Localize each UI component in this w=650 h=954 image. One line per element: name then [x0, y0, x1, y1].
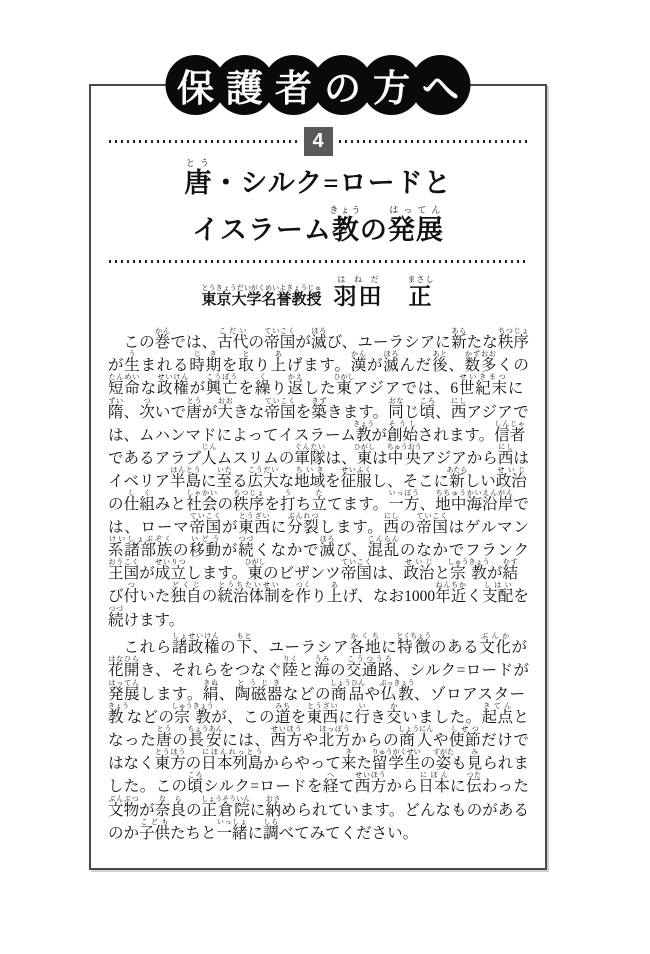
dotted-line-right — [339, 140, 528, 143]
chapter-heading — [101, 158, 535, 252]
dotted-line-left — [109, 140, 298, 143]
chapter-heading-line-1: 唐とう・シルク=ロードと — [184, 158, 452, 198]
chapter-heading-line-2: イスラーム教きょうの発展はってん — [192, 205, 444, 245]
top-dotted-divider — [109, 127, 527, 156]
banner-circle-char: 者 — [264, 55, 324, 115]
banner-circle-char: 方 — [362, 55, 422, 115]
author-affiliation: 東京大学名誉教授とうきょうだいがくめいよきょうじゅ — [201, 285, 322, 308]
author-name: 羽田はねだ 正まさし — [333, 275, 435, 309]
body-text — [108, 327, 529, 845]
page-title — [166, 55, 471, 115]
parents-guide-panel — [89, 68, 547, 870]
paragraph-2: これら諸政権しょせいけんの下もと、ユーラシア各地かくちに特徴とくちょうのある文化ぶんかが花開はなひらき、それらをつなぐ陸りくと海うみの交通路こうつうろ、シルク=ロードが発展はってんします。絹きぬ、陶磁器とうじきなどの商品しょうひんや仏教ぶっきょう、ゾロアスター教きょうなどの宗教しゅうきょうが、この道みちを東西とうざいに行いき交かいました。起点きてんとなった唐とうの長安ちょうあんには、西方せいほうや北方ほっぽうからの商人しょうにんや使節しせつだけではなく東方とうほうの日本列島にほんれっとうからやって来きた留学生りゅうがくせいの姿すがたも見みられました。この頃ころシルク=ロードを経へて西方せいほうから日本にほんに伝つたわった文物ぶんぶつが奈良ならの正倉院しょうそういんに納おさめられています。どんなものがあるのか子供こどもたちと一緒いっしょに調しらべてみてください。 — [108, 632, 529, 842]
banner-circle-char: 護 — [215, 55, 275, 115]
banner-circle-char: の — [313, 55, 373, 115]
banner-circle-char: へ — [411, 55, 471, 115]
banner-circle-char: 保 — [166, 55, 226, 115]
section-number-badge: 4 — [304, 127, 333, 156]
author-row — [91, 275, 545, 311]
bottom-dotted-divider — [109, 260, 527, 263]
paragraph-1: この巻かんでは、古代こだいの帝国ていこくが滅ほろび、ユーラシアに新あらたな秩序ちつじょが生うまれる時期じきを取とり上あげます。漢かんが滅ほろんだ後あと、数多かずおおくの短命たんめいな政権せいけんが興亡こうぼうを繰くり返かえした東ひがしアジアでは、6世紀末せいきまつに隋ずい、次ついで唐とうが大おおきな帝国ていこくを築きずきます。同おなじ頃ころ、西にしアジアでは、ムハンマドによってイスラーム教きょうが創始そうしされます。信者しんじゃであるアラブ人じんムスリムの軍隊ぐんたいは、東ひがしは中央ちゅうおうアジアから西にしはイベリア半島はんとうに至いたる広大こうだいな地域ちいきを征服せいふくし、そこに新あたらしい政治せいじの仕組しくみと社会しゃかいの秩序ちつじょを打うち立たてます。一方いっぽう、地中海沿岸ちちゅうかいえんがんでは、ローマ帝国ていこくが東西とうざいに分裂ぶんれつします。西にしの帝国ていこくはゲルマン系諸部族けいしょぶぞくの移動いどうが続つづくなかで滅ほろび、混乱こんらんのなかでフランク王国おうこくが成立せいりつします。東ひがしのビザンツ帝国ていこくは、政治せいじと宗教しゅうきょうが結むすび付ついた独自どくじの統治体制とうちたいせいを作つくり上あげ、なお1000年近ねんちかく支配しはいを続つづけます。 — [108, 327, 529, 629]
